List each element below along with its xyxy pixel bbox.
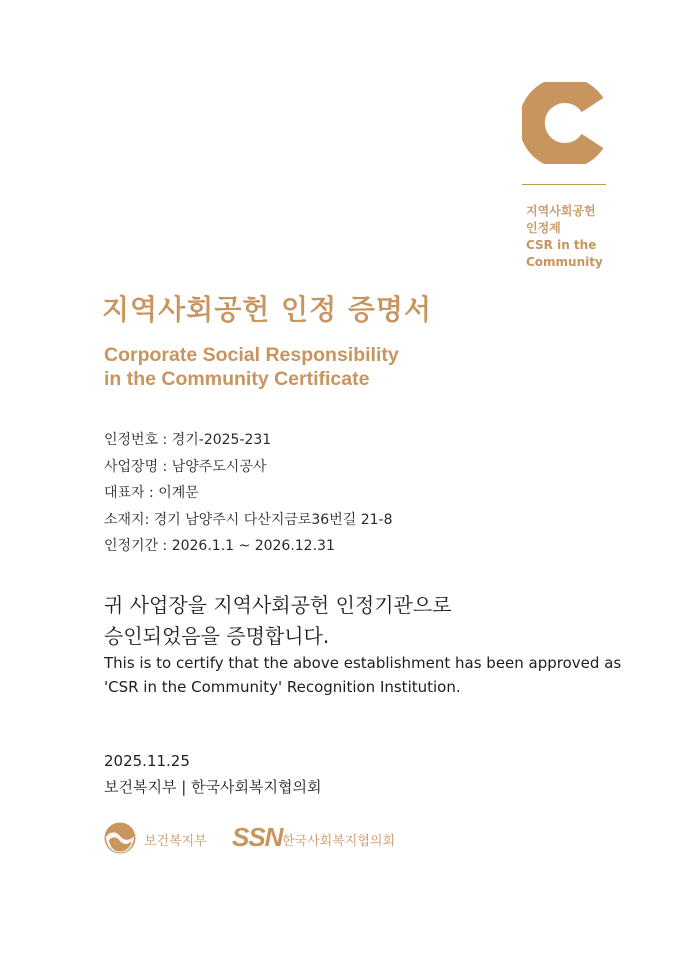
title-english (104, 343, 399, 391)
title-korean: 지역사회공헌 인정 증명서 (102, 293, 433, 326)
statement-line: 귀 사업장을 지역사회공헌 인정기관으로 (104, 593, 452, 617)
logo-text (526, 203, 626, 271)
logo-line: 지역사회공헌 (526, 204, 596, 218)
logo-divider (522, 184, 606, 185)
cert-number: 인정번호 : 경기-2025-231 (104, 432, 272, 448)
ssn-logo-icon: SSN (232, 822, 283, 852)
statement-line: 승인되었음을 증명합니다. (104, 624, 330, 648)
mohw-emblem-icon (104, 822, 136, 854)
logo-line: CSR in the (526, 238, 597, 252)
title-english-line: in the Community Certificate (104, 368, 370, 390)
kncsw-label: 한국사회복지협의회 (282, 834, 396, 849)
statement-line: 'CSR in the Community' Recognition Institution. (104, 678, 461, 696)
statement-english (104, 651, 621, 699)
statement-korean (104, 590, 452, 652)
title-english-line: Corporate Social Responsibility (104, 344, 399, 366)
issue-date: 2025.11.25 (104, 752, 190, 770)
business-name: 사업장명 : 남양주도시공사 (104, 458, 267, 475)
statement-line: This is to certify that the above establishment has been approved as (104, 654, 622, 672)
logo-line: Community (526, 255, 603, 269)
organization-logos (104, 818, 404, 858)
logo-line: 인정제 (526, 221, 561, 235)
address: 소재지: 경기 남양주시 다산지금로36번길 21-8 (104, 511, 393, 528)
certification-period: 인정기간 : 2026.1.1 ~ 2026.12.31 (104, 538, 335, 554)
issue-block (104, 748, 321, 800)
csr-c-logo-icon (522, 82, 604, 164)
mohw-label: 보건복지부 (144, 834, 207, 849)
issuers: 보건복지부 | 한국사회복지협의회 (104, 778, 322, 796)
representative: 대표자 : 이계문 (104, 485, 199, 501)
certificate-info (104, 427, 393, 560)
